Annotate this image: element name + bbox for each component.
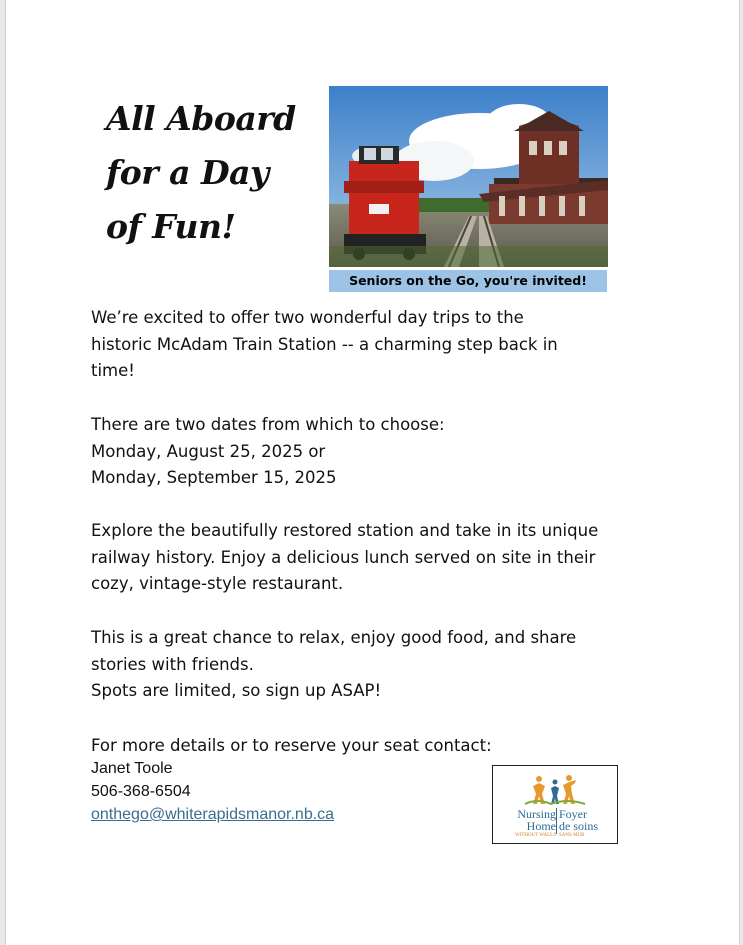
flyer-title <box>106 92 331 254</box>
logo-divider <box>556 808 557 834</box>
logo-en-subtext: WITHOUT WALLS <box>514 833 556 838</box>
flyer-page <box>5 0 740 945</box>
spots-limited: Spots are limited, so sign up ASAP! <box>91 681 382 700</box>
intro-line-3: time! <box>91 361 135 380</box>
date-option-1: Monday, August 25, 2025 or <box>91 441 326 461</box>
people-figures-icon <box>523 774 587 806</box>
contact-intro: For more details or to reserve your seat contact: <box>91 736 492 755</box>
explore-line-3: cozy, vintage-style restaurant. <box>91 574 344 593</box>
dates-intro: There are two dates from which to choose: <box>91 415 445 434</box>
explore-line-2: railway history. Enjoy a delicious lunch served on site in their <box>91 547 596 567</box>
contact-email-link[interactable]: onthego@whiterapidsmanor.nb.ca <box>91 806 335 823</box>
intro-line-1: We’re excited to offer two wonderful day trips to the <box>91 308 524 327</box>
intro-paragraph <box>91 305 661 385</box>
contact-name: Janet Toole <box>91 760 173 777</box>
title-line-3: of Fun! <box>106 207 236 246</box>
title-line-1: All Aboard <box>106 99 296 138</box>
photo-caption: Seniors on the Go, you're invited! <box>329 270 607 292</box>
logo-fr-subtext: SANS MUR <box>559 833 585 838</box>
date-option-2: Monday, September 15, 2025 <box>91 468 337 487</box>
logo-en-line-1: Nursing <box>517 807 556 821</box>
explore-paragraph <box>91 518 661 598</box>
explore-line-1: Explore the beautifully restored station and take in its unique <box>91 521 599 540</box>
logo-en-line-2: Home <box>526 819 556 833</box>
logo-fr-line-1: Foyer <box>559 807 587 821</box>
relax-line-1: This is a great chance to relax, enjoy good food, and share <box>91 628 577 647</box>
dates-paragraph <box>91 412 661 492</box>
logo-english-text <box>499 808 556 832</box>
train-station-photo <box>329 86 608 267</box>
title-line-2: for a Day <box>106 153 269 192</box>
contact-block <box>91 757 334 826</box>
intro-line-2: historic McAdam Train Station -- a charming step back in <box>91 334 558 354</box>
logo-fr-line-2: de soins <box>559 819 598 833</box>
relax-line-2: stories with friends. <box>91 654 254 674</box>
relax-paragraph <box>91 625 661 705</box>
nursing-home-logo <box>492 765 618 844</box>
contact-phone: 506-368-6504 <box>91 783 191 800</box>
logo-french-text <box>559 808 613 832</box>
